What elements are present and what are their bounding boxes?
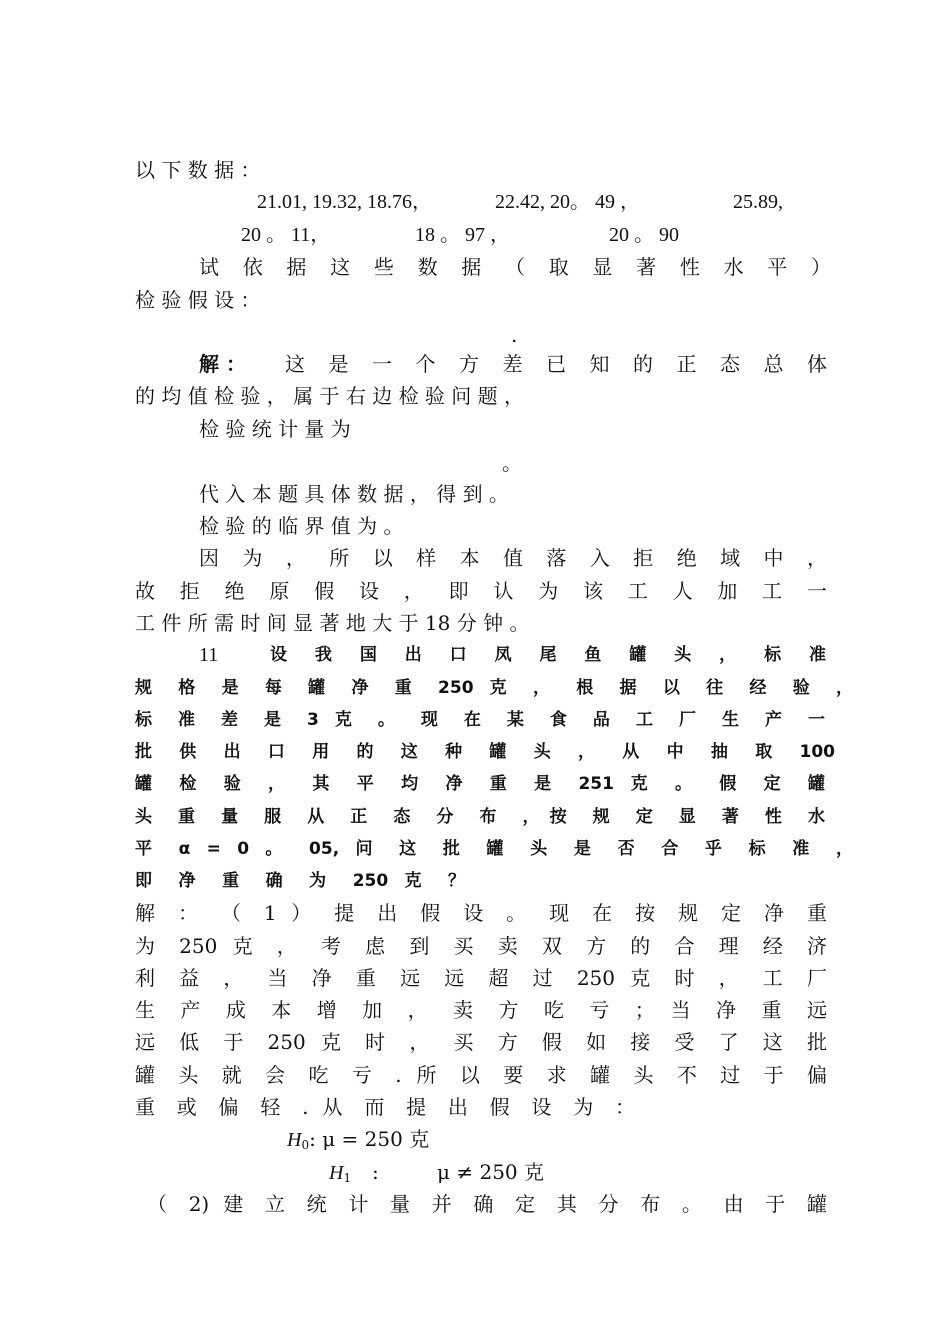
solution-line: 罐 头 就 会 吃 亏 . 所 以 要 求 罐 头 不 过 于 偏 <box>135 1063 827 1087</box>
hypothesis-h1 <box>329 1157 351 1187</box>
text-line: 代 入 本 题 具 体 数 据 ， 得 到 。 <box>199 482 509 506</box>
text-line: 检 验 统 计 量 为 <box>199 417 351 441</box>
h1-subscript: 1 <box>343 1171 352 1185</box>
text-line: 。 <box>502 451 522 475</box>
solution-line: 远 低 于 250 克 时 ， 买 方 假 如 接 受 了 这 批 <box>135 1030 827 1054</box>
h1-expression: μ ≠ 250 克 <box>437 1160 545 1184</box>
problem-line: 设 我 国 出 口 凤 尾 鱼 罐 头 ， 标 准 <box>270 645 826 665</box>
data-values: 20 。 11， <box>241 224 331 246</box>
text-line: （ 2) 建 立 统 计 量 并 确 定 其 分 布 。 由 于 罐 <box>147 1192 827 1216</box>
solution-label: 解 ： <box>199 352 246 376</box>
text-line: 检 验 的 临 界 值 为 。 <box>199 514 404 538</box>
data-values: 21.01, 19.32, 18.76， <box>257 191 432 213</box>
h0-symbol: H <box>287 1129 302 1151</box>
problem-line: 规 格 是 每 罐 净 重 250 克 ， 根 据 以 往 经 验 ， <box>135 678 853 698</box>
solution-line: 为 250 克 ， 考 虑 到 买 卖 双 方 的 合 理 经 济 <box>135 934 827 958</box>
solution-line: 解 ： （ 1 ） 提 出 假 设 。 现 在 按 规 定 净 重 <box>135 901 827 925</box>
data-values: 22.42, 20。 49 ， <box>495 191 640 213</box>
h0-expression: : μ = 250 克 <box>309 1127 430 1151</box>
text-line: 因 为 ， 所 以 样 本 值 落 入 拒 绝 域 中 ， <box>199 546 827 570</box>
problem-line: 头 重 量 服 从 正 态 分 布 ，按 规 定 显 著 性 水 <box>135 807 825 827</box>
text-line: 试 依 据 这 些 数 据 （ 取 显 著 性 水 平 ） <box>199 255 831 279</box>
solution-line: 重 或 偏 轻 . 从 而 提 出 假 设 为 ： <box>135 1095 635 1119</box>
text-line: 故 拒 绝 原 假 设 ， 即 认 为 该 工 人 加 工 一 <box>135 579 827 603</box>
problem-line: 标 准 差 是 3 克 。 现 在 某 食 品 工 厂 生 产 一 <box>135 710 825 730</box>
h1-colon: : <box>372 1160 379 1184</box>
data-values: 25.89, <box>733 191 783 213</box>
text-line: 这 是 一 个 方 差 已 知 的 正 态 总 体 <box>285 352 827 376</box>
text-line: 的 均 值 检 验 ， 属 于 右 边 检 验 问 题 ， <box>135 384 525 408</box>
problem-line: 平 α = 0 。 05, 问 这 批 罐 头 是 否 合 乎 标 准 ， <box>135 839 853 859</box>
problem-line: 罐 检 验 ， 其 平 均 净 重 是 251 克 。 假 定 罐 <box>135 774 825 794</box>
problem-line: 即 净 重 确 为 250 克 ？ <box>135 871 465 891</box>
data-values: 20 。 90 <box>609 224 679 246</box>
h0-subscript: 0 <box>301 1138 310 1152</box>
problem-number: 11 <box>199 644 219 666</box>
text-line: 工 件 所 需 时 间 显 著 地 大 于 18 分 钟 。 <box>135 611 530 635</box>
h1-symbol: H <box>329 1162 344 1184</box>
solution-line: 利 益 ， 当 净 重 远 远 超 过 250 克 时 ， 工 厂 <box>135 966 827 990</box>
text-line: . <box>511 323 518 347</box>
solution-line: 生 产 成 本 增 加 ， 卖 方 吃 亏 ； 当 净 重 远 <box>135 998 827 1022</box>
problem-line: 批 供 出 口 用 的 这 种 罐 头 ， 从 中 抽 取 100 <box>135 742 835 762</box>
data-values: 18 。 97 ， <box>415 224 510 246</box>
text-line: 以 下 数 据 ： <box>135 158 261 182</box>
text-line: 检 验 假 设 ： <box>135 288 261 312</box>
hypothesis-h0 <box>287 1124 429 1154</box>
